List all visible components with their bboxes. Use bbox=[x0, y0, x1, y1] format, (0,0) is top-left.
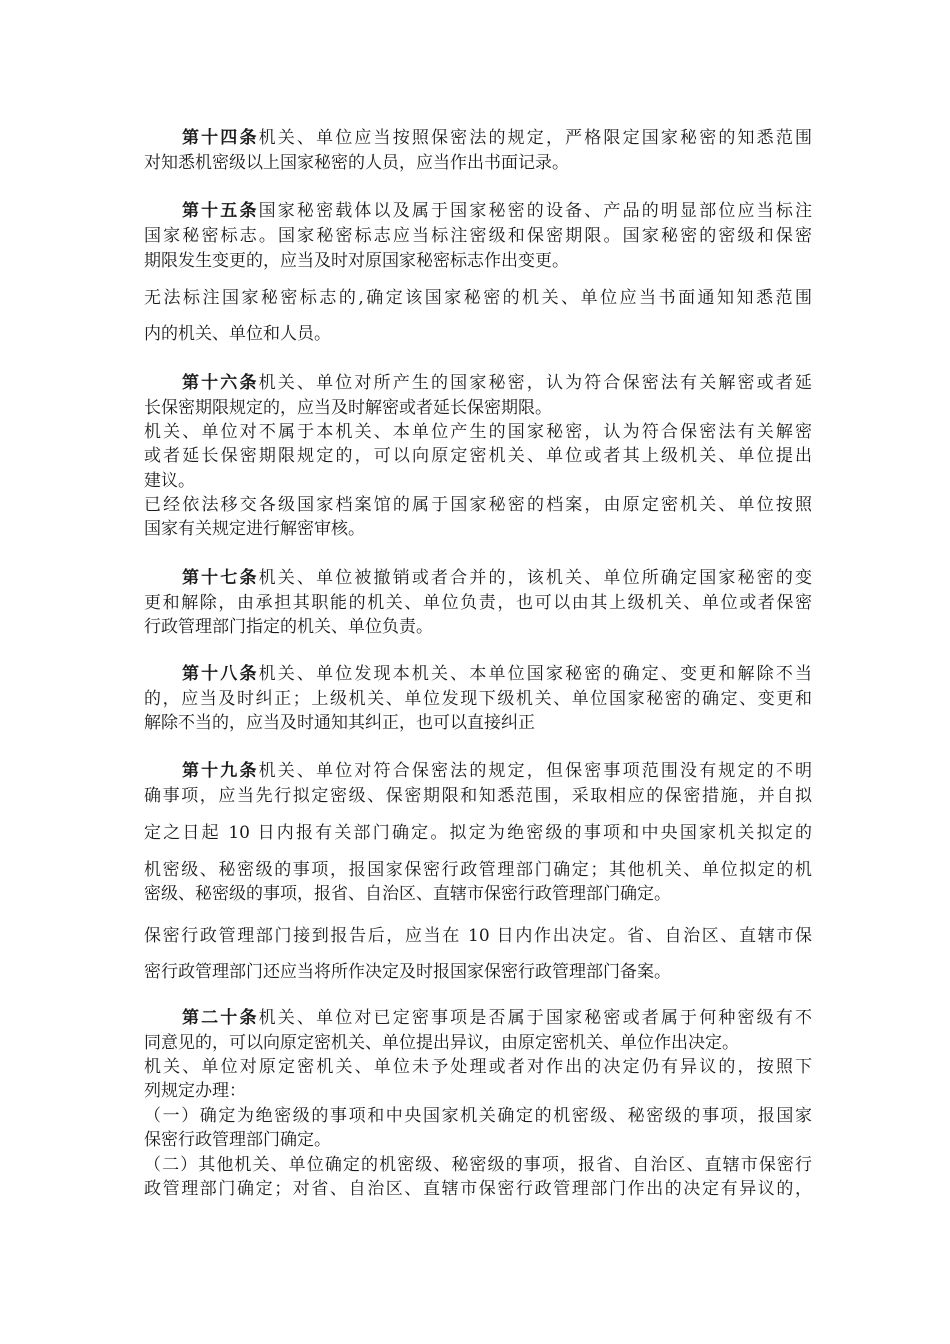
article-text-line: 建议。 bbox=[144, 471, 195, 491]
article-text-line: 内的机关、单位和人员。 bbox=[144, 324, 331, 344]
article-number: 第十四条 bbox=[182, 128, 259, 148]
article-17-heading-line bbox=[182, 566, 812, 590]
article-text-line: 国家秘密标志。国家秘密标志应当标注密级和保密期限。国家秘密的密级和保密 bbox=[144, 226, 812, 246]
article-text-line: 已经依法移交各级国家档案馆的属于国家秘密的档案，由原定密机关、单位按照 bbox=[144, 495, 812, 515]
article-text-line: 保密行政管理部门接到报告后，应当在 10 日内作出决定。省、自治区、直辖市保 bbox=[144, 926, 812, 946]
article-number: 第十六条 bbox=[182, 373, 259, 393]
article-text-line: 定之日起 10 日内报有关部门确定。拟定为绝密级的事项和中央国家机关拟定的 bbox=[144, 823, 812, 843]
article-text-line: 无法标注国家秘密标志的,确定该国家秘密的机关、单位应当书面通知知悉范围 bbox=[144, 288, 812, 308]
article-text: 机关、单位发现本机关、本单位国家秘密的确定、变更和解除不当 bbox=[258, 664, 812, 684]
article-number: 第十五条 bbox=[182, 201, 259, 221]
article-19-heading-line bbox=[182, 759, 812, 783]
article-text: 机关、单位对所产生的国家秘密，认为符合保密法有关解密或者延 bbox=[258, 373, 812, 393]
article-15-heading-line bbox=[182, 199, 812, 223]
article-text-line: 解除不当的，应当及时通知其纠正，也可以直接纠正 bbox=[144, 713, 535, 733]
article-text: 机关、单位应当按照保密法的规定，严格限定国家秘密的知悉范围 bbox=[258, 128, 812, 148]
article-20-heading-line bbox=[182, 1006, 812, 1030]
article-number: 第十八条 bbox=[182, 664, 259, 684]
article-16-heading-line bbox=[182, 371, 812, 395]
article-text-line: 更和解除，由承担其职能的机关、单位负责，也可以由其上级机关、单位或者保密 bbox=[144, 593, 812, 613]
article-text: 机关、单位对已定密事项是否属于国家秘密或者属于何种密级有不 bbox=[258, 1008, 812, 1028]
article-text-line: 政管理部门确定；对省、自治区、直辖市保密行政管理部门作出的决定有异议的， bbox=[144, 1179, 812, 1199]
article-text-line: 或者延长保密期限规定的，可以向原定密机关、单位或者其上级机关、单位提出 bbox=[144, 446, 812, 466]
article-text-line: 期限发生变更的，应当及时对原国家秘密标志作出变更。 bbox=[144, 251, 569, 271]
article-text-line: 长保密期限规定的，应当及时解密或者延长保密期限。 bbox=[144, 398, 552, 418]
article-text-line: 列规定办理： bbox=[144, 1081, 246, 1101]
article-text-line: 确事项，应当先行拟定密级、保密期限和知悉范围，采取相应的保密措施，并自拟 bbox=[144, 786, 812, 806]
article-text-line: 保密行政管理部门确定。 bbox=[144, 1130, 331, 1150]
article-text-line: （二）其他机关、单位确定的机密级、秘密级的事项，报省、自治区、直辖市保密行 bbox=[144, 1155, 812, 1175]
article-text: 机关、单位被撤销或者合并的，该机关、单位所确定国家秘密的变 bbox=[258, 568, 812, 588]
article-text-line: 密级、秘密级的事项，报省、自治区、直辖市保密行政管理部门确定。 bbox=[144, 884, 671, 904]
article-text-line: 行政管理部门指定的机关、单位负责。 bbox=[144, 617, 433, 637]
article-number: 第二十条 bbox=[182, 1008, 259, 1028]
article-number: 第十九条 bbox=[182, 761, 259, 781]
article-text: 机关、单位对符合保密法的规定，但保密事项范围没有规定的不明 bbox=[258, 761, 812, 781]
article-text-line: 机关、单位对原定密机关、单位未予处理或者对作出的决定仍有异议的，按照下 bbox=[144, 1057, 812, 1077]
article-text-line: 的，应当及时纠正；上级机关、单位发现下级机关、单位国家秘密的确定、变更和 bbox=[144, 689, 812, 709]
article-text-line: 国家有关规定进行解密审核。 bbox=[144, 519, 365, 539]
article-text-line: 对知悉机密级以上国家秘密的人员，应当作出书面记录。 bbox=[144, 153, 569, 173]
article-18-heading-line bbox=[182, 662, 812, 686]
article-number: 第十七条 bbox=[182, 568, 259, 588]
article-14-heading-line bbox=[182, 126, 812, 150]
article-text-line: 机密级、秘密级的事项，报国家保密行政管理部门确定；其他机关、单位拟定的机 bbox=[144, 860, 812, 880]
article-text-line: 同意见的，可以向原定密机关、单位提出异议，由原定密机关、单位作出决定。 bbox=[144, 1033, 739, 1053]
article-text: 国家秘密载体以及属于国家秘密的设备、产品的明显部位应当标注 bbox=[258, 201, 812, 221]
article-text-line: （一）确定为绝密级的事项和中央国家机关确定的机密级、秘密级的事项，报国家 bbox=[144, 1106, 812, 1126]
article-text-line: 机关、单位对不属于本机关、本单位产生的国家秘密，认为符合保密法有关解密 bbox=[144, 422, 812, 442]
article-text-line: 密行政管理部门还应当将所作决定及时报国家保密行政管理部门备案。 bbox=[144, 962, 671, 982]
